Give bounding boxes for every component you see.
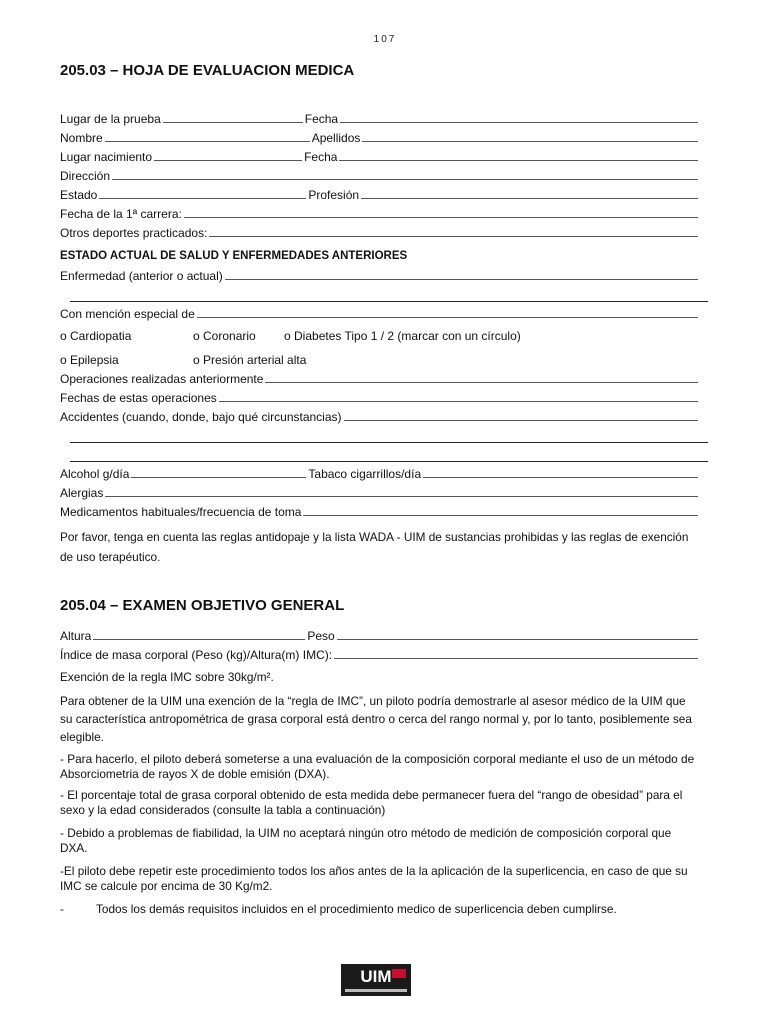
- row-alergias: [60, 481, 700, 500]
- option-epilepsia[interactable]: o Epilepsia: [60, 353, 119, 367]
- field-tabaco[interactable]: [423, 476, 698, 478]
- option-presion[interactable]: o Presión arterial alta: [193, 353, 307, 367]
- row-fechas-operaciones: [60, 386, 700, 405]
- row-estado-profesion: [60, 183, 700, 202]
- row-medicamentos: [60, 500, 700, 519]
- option-diabetes[interactable]: o Diabetes Tipo 1 / 2 (marcar con un círculo): [284, 329, 521, 343]
- field-altura[interactable]: [93, 638, 305, 640]
- options-row-2: [60, 353, 700, 367]
- uim-logo: [341, 964, 411, 996]
- field-accidentes[interactable]: [344, 419, 698, 421]
- row-mencion: [60, 302, 700, 321]
- option-coronario[interactable]: o Coronario: [193, 329, 256, 343]
- field-profesion[interactable]: [361, 197, 698, 199]
- row-nombre-apellidos: [60, 126, 700, 145]
- paragraph-dxa: - Para hacerlo, el piloto deberá someterse a una evaluación de la composición corporal mediante el uso de un método de Absorciometria de rayos X de doble emisión (DXA).: [60, 752, 695, 781]
- paragraph-repetir: -El piloto debe repetir este procedimiento todos los años antes de la la aplicación de la superlicencia, en caso de que su IMC se calcule por encima de 30 Kg/m2.: [60, 864, 688, 893]
- label-apellidos: Apellidos: [311, 131, 361, 145]
- label-imc: Índice de masa corporal (Peso (kg)/Altura(m) IMC):: [60, 648, 333, 662]
- row-direccion: [60, 164, 700, 183]
- field-mencion[interactable]: [197, 316, 698, 318]
- field-medicamentos[interactable]: [303, 514, 698, 516]
- label-fecha: Fecha: [304, 112, 339, 126]
- health-heading: ESTADO ACTUAL DE SALUD Y ENFERMEDADES ANTERIORES: [60, 250, 408, 262]
- field-lugar-nacimiento[interactable]: [154, 159, 302, 161]
- logo-bar: [345, 989, 407, 992]
- label-profesion: Profesión: [308, 188, 360, 202]
- paragraph-exencion-intro: Para obtener de la UIM una exención de la “regla de IMC”, un piloto podría demostrarle al asesor médico de la UIM que su característica antropométrica de grasa corporal está dentro o cerca del rango normal y, por lo tanto, posiblemente sea elegible.: [60, 694, 692, 744]
- label-operaciones: Operaciones realizadas anteriormente: [60, 372, 264, 386]
- field-direccion[interactable]: [112, 178, 698, 180]
- logo-text: UIM: [360, 967, 392, 986]
- field-operaciones[interactable]: [265, 381, 698, 383]
- field-fecha-nacimiento[interactable]: [339, 159, 698, 161]
- label-altura: Altura: [60, 629, 92, 643]
- field-estado[interactable]: [99, 197, 306, 199]
- field-fecha-carrera[interactable]: [184, 216, 698, 218]
- section-title-examen: 205.04 – EXAMEN OBJETIVO GENERAL: [60, 597, 345, 614]
- requisitos-dash: -: [60, 902, 64, 916]
- field-enfermedad[interactable]: [225, 278, 698, 280]
- label-otros-deportes: Otros deportes practicados:: [60, 226, 208, 240]
- field-lugar-prueba[interactable]: [163, 121, 303, 123]
- row-alcohol-tabaco: [60, 462, 700, 481]
- label-fecha-nacimiento: Fecha: [304, 150, 338, 164]
- label-mencion: Con mención especial de: [60, 307, 195, 321]
- field-otros-deportes[interactable]: [209, 235, 698, 237]
- label-tabaco: Tabaco cigarrillos/día: [308, 467, 422, 481]
- field-apellidos[interactable]: [362, 140, 698, 142]
- field-nombre[interactable]: [105, 140, 310, 142]
- page-number: 107: [373, 34, 397, 45]
- row-otros-deportes: [60, 221, 700, 240]
- paragraph-requisitos: [60, 902, 700, 917]
- section-title-evaluacion: 205.03 – HOJA DE EVALUACION MEDICA: [60, 62, 355, 79]
- label-lugar-nacimiento: Lugar nacimiento: [60, 150, 153, 164]
- label-lugar-prueba: Lugar de la prueba: [60, 112, 161, 126]
- row-accidentes: [60, 405, 700, 424]
- row-enfermedad: [60, 264, 700, 283]
- wada-note: Por favor, tenga en cuenta las reglas antidopaje y la lista WADA - UIM de sustancias prohibidas y las reglas de exención de uso terapéutico.: [60, 530, 689, 564]
- label-fechas-operaciones: Fechas de estas operaciones: [60, 391, 217, 405]
- field-fechas-operaciones[interactable]: [219, 400, 698, 402]
- row-imc: [60, 643, 700, 662]
- label-nombre: Nombre: [60, 131, 103, 145]
- field-fecha[interactable]: [340, 121, 698, 123]
- options-row-1: [60, 329, 700, 343]
- label-fecha-carrera: Fecha de la 1ª carrera:: [60, 207, 182, 221]
- row-operaciones: [60, 367, 700, 386]
- row-altura-peso: [60, 624, 700, 643]
- option-cardiopatia[interactable]: o Cardiopatia: [60, 329, 132, 343]
- row-lugar-fecha: [60, 107, 700, 126]
- label-direccion: Dirección: [60, 169, 111, 183]
- label-medicamentos: Medicamentos habituales/frecuencia de toma: [60, 505, 302, 519]
- field-alergias[interactable]: [105, 495, 698, 497]
- requisitos-text: Todos los demás requisitos incluidos en el procedimiento medico de superlicencia deben cumplirse.: [96, 902, 617, 916]
- field-alcohol[interactable]: [131, 476, 306, 478]
- paragraph-fiabilidad: - Debido a problemas de fiabilidad, la UIM no aceptará ningún otro método de medición de composición corporal que DXA.: [60, 826, 672, 855]
- paragraph-porcentaje: - El porcentaje total de grasa corporal obtenido de esta medida debe permanecer fuera del “rango de obesidad” para el sexo y la edad considerados (consulte la tabla a continuación): [60, 788, 683, 817]
- field-imc[interactable]: [334, 657, 698, 659]
- label-accidentes: Accidentes (cuando, donde, bajo qué circunstancias): [60, 410, 342, 424]
- form-content: [60, 62, 700, 917]
- field-peso[interactable]: [337, 638, 698, 640]
- exencion-heading: Exención de la regla IMC sobre 30kg/m².: [60, 670, 274, 684]
- row-fecha-carrera: [60, 202, 700, 221]
- label-peso: Peso: [307, 629, 335, 643]
- row-nacimiento-fecha: [60, 145, 700, 164]
- label-enfermedad: Enfermedad (anterior o actual): [60, 269, 223, 283]
- label-alcohol: Alcohol g/día: [60, 467, 130, 481]
- label-estado: Estado: [60, 188, 98, 202]
- logo-flag-icon: [392, 969, 406, 978]
- label-alergias: Alergias: [60, 486, 104, 500]
